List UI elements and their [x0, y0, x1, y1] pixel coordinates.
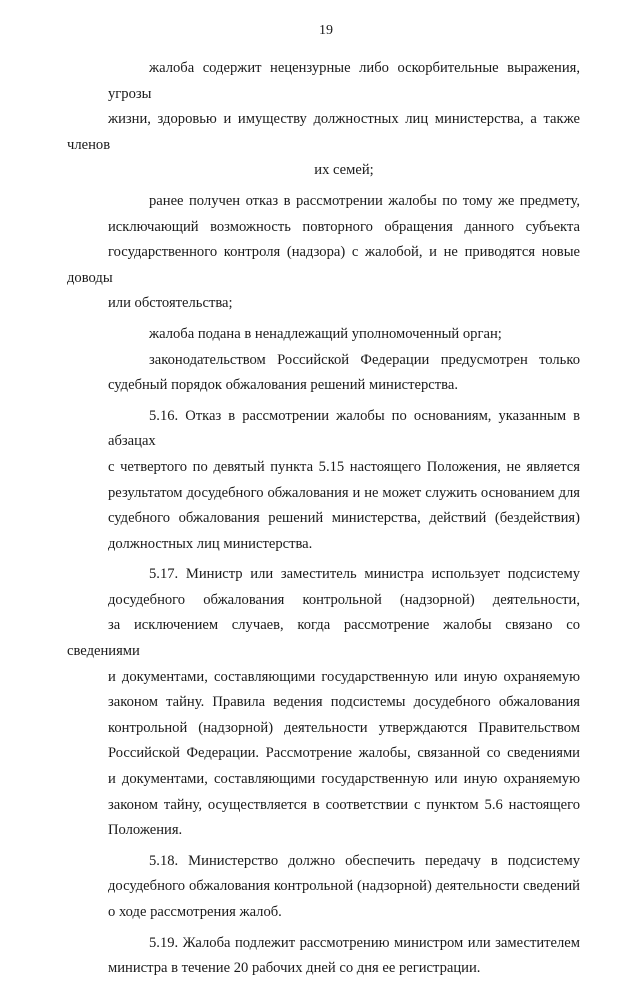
text-line: досудебного обжалования контрольной (надзорной) деятельности сведений: [108, 878, 580, 895]
text-line: законодательством Российской Федерации предусмотрен только: [149, 351, 580, 368]
text-line: жалоба содержит нецензурные либо оскорбительные выражения, угрозы: [108, 60, 580, 102]
text-line: судебный порядок обжалования решений министерства.: [108, 377, 458, 394]
text-line: Положения.: [108, 822, 183, 839]
text-line: ранее получен отказ в рассмотрении жалобы по тому же предмету,: [149, 192, 580, 209]
text-line: или обстоятельства;: [108, 295, 233, 312]
text-line: 5.18. Министерство должно обеспечить передачу в подсистему: [149, 852, 580, 869]
text-line: с четвертого по девятый пункта 5.15 настоящего Положения, не является: [108, 458, 580, 475]
text-line: 5.19. Жалоба подлежит рассмотрению министром или заместителем: [149, 934, 580, 951]
paragraph: [67, 931, 580, 982]
text-line: досудебного обжалования контрольной (надзорной) деятельности,: [108, 591, 580, 608]
document-body: [67, 56, 580, 982]
text-line: жалоба подана в ненадлежащий уполномоченный орган;: [149, 325, 502, 342]
text-line: жизни, здоровью и имуществу должностных лиц министерства, а также членов: [67, 111, 580, 153]
paragraph: [67, 322, 580, 348]
text-line: их семей;: [314, 162, 374, 179]
text-line: контрольной (надзорной) деятельности утверждаются Правительством: [108, 719, 580, 736]
paragraph: [67, 849, 580, 926]
text-line: должностных лиц министерства.: [108, 535, 313, 552]
paragraph: [67, 348, 580, 399]
text-line: о ходе рассмотрения жалоб.: [108, 904, 282, 920]
text-line: 5.16. Отказ в рассмотрении жалобы по основаниям, указанным в абзацах: [108, 407, 580, 450]
page-number: 19: [319, 23, 333, 38]
text-line: 5.17. Министр или заместитель министра использует подсистему: [149, 566, 580, 583]
text-line: Российской Федерации. Рассмотрение жалобы, связанной со сведениями: [108, 745, 580, 762]
text-line: исключающий возможность повторного обращения данного субъекта: [108, 218, 580, 235]
paragraph: [67, 562, 580, 844]
text-line: и документами, составляющими государственную или иную охраняемую: [108, 771, 580, 788]
paragraph: [67, 56, 580, 184]
text-line: законом тайну, осуществляется в соответствии с пунктом 5.6 настоящего: [108, 796, 580, 813]
text-line: государственного контроля (надзора) с жалобой, и не приводятся новые доводы: [67, 244, 580, 286]
text-line: министра в течение 20 рабочих дней со дня ее регистрации.: [108, 960, 481, 977]
text-line: законом тайну. Правила ведения подсистемы досудебного обжалования: [108, 694, 580, 711]
paragraph: [67, 189, 580, 317]
paragraph: [67, 404, 580, 558]
text-line: судебного обжалования решений министерства, действий (бездействия): [108, 510, 580, 527]
text-line: за исключением случаев, когда рассмотрение жалобы связано со сведениями: [67, 617, 580, 660]
text-line: и документами, составляющими государственную или иную охраняемую: [108, 668, 580, 685]
text-line: результатом досудебного обжалования и не может служить основанием для: [108, 484, 580, 501]
